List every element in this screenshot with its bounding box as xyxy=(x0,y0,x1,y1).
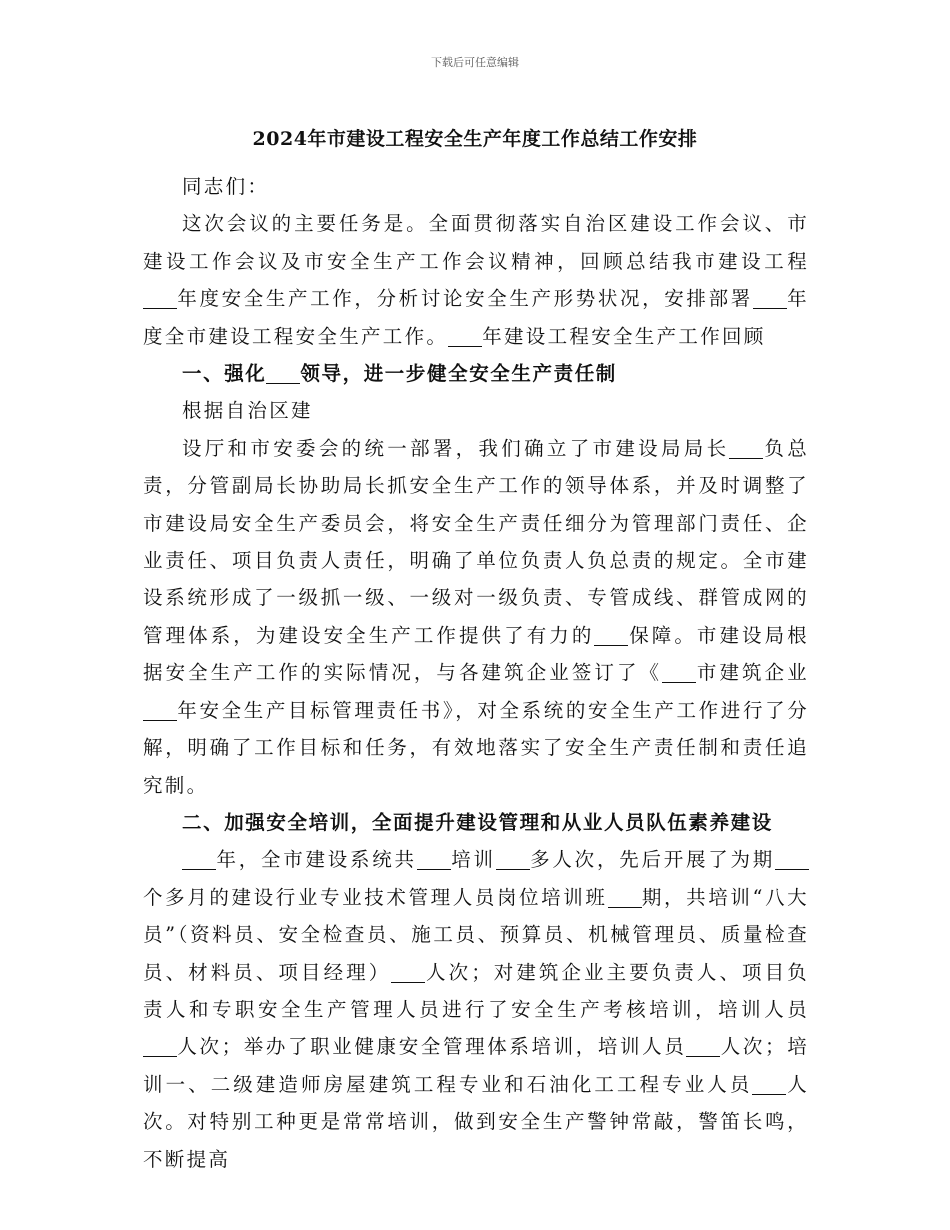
section-heading-2: 二、加强安全培训，全面提升建设管理和从业人员队伍素养建设 xyxy=(182,810,773,834)
section-1-lead-paragraph: 根据自治区建 xyxy=(182,399,313,423)
fill-in-blank xyxy=(729,438,763,459)
fill-in-blank xyxy=(266,364,300,385)
intro-paragraph: 这次会议的主要任务是。全面贯彻落实自治区建设工作会议、市建设工作会议及市安全生产工作会议精神，回顾总结我市建设工程年度安全生产工作，分析讨论安全生产形势状况，安排部署 年度全市建设工程安全生产工作。 年建设工程安全生产工作回顾 xyxy=(143,212,809,348)
page-header-note: 下载后可任意编辑 xyxy=(431,56,519,69)
section-heading-1: 一、强化 领导，进一步健全安全生产责任制 xyxy=(182,362,617,386)
fill-in-blank xyxy=(143,1037,177,1058)
fill-in-blank xyxy=(448,326,482,347)
document-title: 2024年市建设工程安全生产年度工作总结工作安排 xyxy=(252,128,698,150)
document-body xyxy=(143,168,809,1178)
salutation-paragraph: 同志们： xyxy=(182,175,270,198)
section-2-body-paragraph: 年，全市建设系统共 培训 多人次，先后开展了为期个多月的建设行业专业技术管理人员岗位培训班 期，共培训“八大员”（资料员、安全检查员、施工员、预算员、机械管理员、质量检查员、材料员、项目经理） 人次；对建筑企业主要负责人、项目负责人和专职安全生产管理人员进行了安全生产考核培训，培训人员人次；举办了职业健康安全管理体系培训，培训人员 人次；培训一、二级建造师房屋建筑工程专业和石油化工工程专业人员 人次。对特别工种更是常常培训，做到安全生产警钟常敲，警笛长鸣，不断提高 xyxy=(143,848,809,1171)
fill-in-blank xyxy=(391,962,425,983)
section-1-body-paragraph: 设厅和市安委会的统一部署，我们确立了市建设局局长 负总责，分管副局长协助局长抓安全生产工作的领导体系，并及时调整了市建设局安全生产委员会，将安全生产责任细分为管理部门责任、企业责任、项目负责人责任，明确了单位负责人负总责的规定。全市建设系统形成了一级抓一级、一级对一级负责、专管成线、群管成网的管理体系，为建设安全生产工作提供了有力的 保障。市建设局根据安全生产工作的实际情况，与各建筑企业签订了《 市建筑企业年安全生产目标管理责任书》，对全系统的安全生产工作进行了分解，明确了工作目标和任务，有效地落实了安全生产责任制和责任追究制。 xyxy=(143,436,809,797)
fill-in-blank xyxy=(143,289,177,310)
fill-in-blank xyxy=(182,850,216,871)
fill-in-blank xyxy=(608,887,642,908)
fill-in-blank xyxy=(753,289,787,310)
fill-in-blank xyxy=(662,663,696,684)
fill-in-blank xyxy=(143,700,177,721)
fill-in-blank xyxy=(594,625,628,646)
fill-in-blank xyxy=(686,1037,720,1058)
fill-in-blank xyxy=(417,850,451,871)
fill-in-blank xyxy=(496,850,530,871)
fill-in-blank xyxy=(752,1074,786,1095)
fill-in-blank xyxy=(775,850,809,871)
